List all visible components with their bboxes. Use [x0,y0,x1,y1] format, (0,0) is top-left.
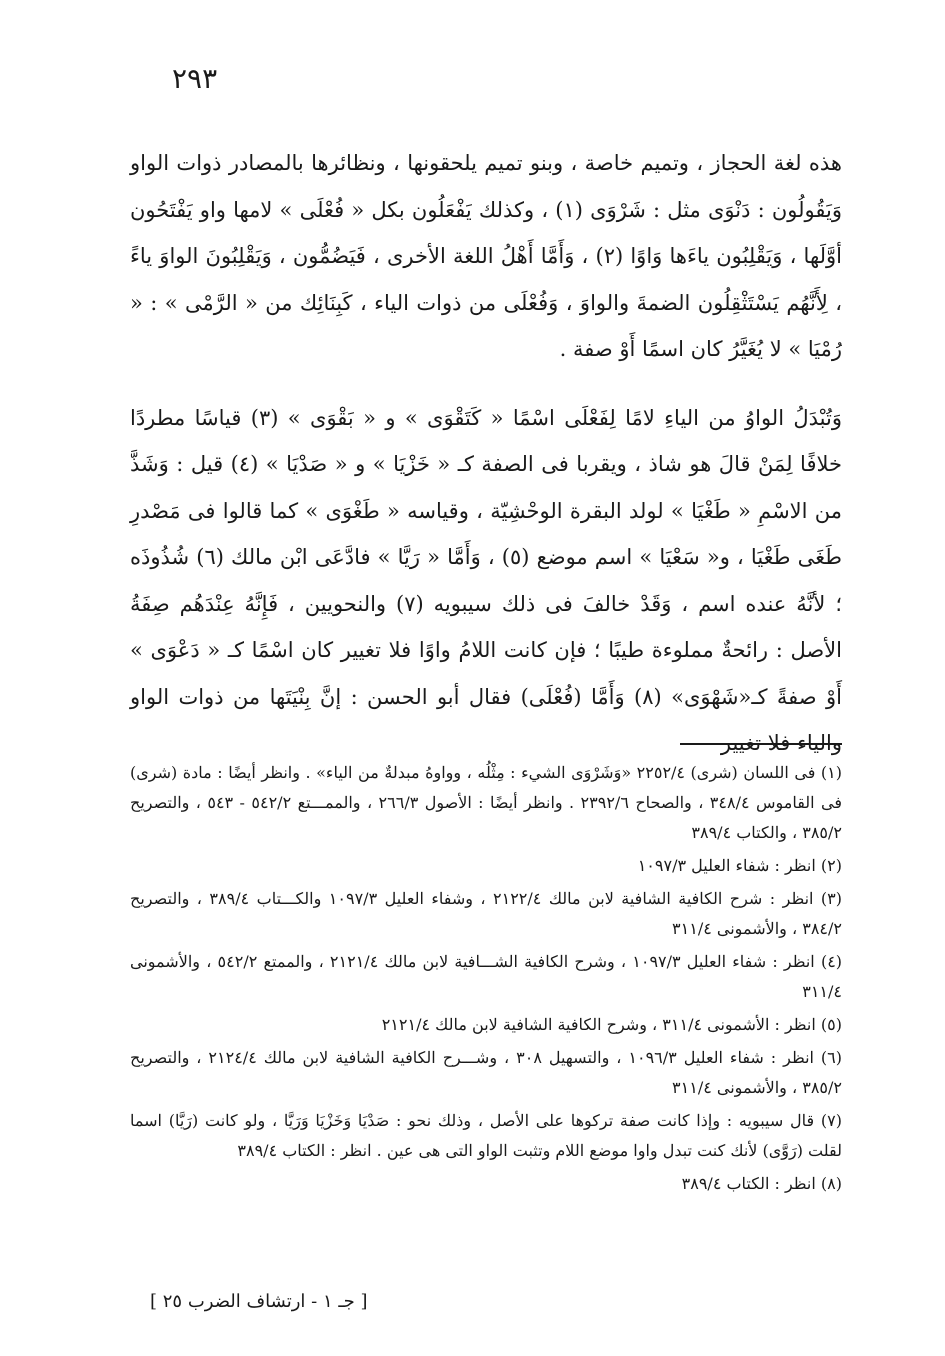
footnote-3: (٣) انظر : شرح الكافية الشافية لابن مالك ٢١٢٢/٤ ، وشفاء العليل ١٠٩٧/٣ والكـــتاب ٣٨٩/٤ ، والتصريح ٣٨٤/٢ ، والأشمونى ٣١١/٤ [130,889,842,938]
footnote-separator [680,743,842,745]
footnote-7: (٧) قال سيبويه : وإذا كانت صفة تركوها على الأصل ، وذلك نحو : صَدْيَا وَخَزْيَا وَرَيَّا ، ولو كانت (رَيَّا) اسما لقلت (رَوَّى) لأنك كنت تبدل واوا موضع اللام وتثبت الواو التى هى عين . انظر : الكتاب ٣٨٩/٤ [130,1111,842,1160]
paragraph: هذه لغة الحجاز ، وتميم خاصة ، وبنو تميم يلحقونها ، ونظائرها بالمصادر ذوات الواو وَيَقُولُون : دَنْوَى مثل : شَرْوَى (١) ، وكذلك يَفْعَلُون بكل « فُعْلَى » لامها واو يَفْتَحُون أوَّلَها ، وَيَقْلِبُون ياءَها وَاوًا (٢) ، وَأَمَّا أَهْلُ اللغة الأخرى ، فَيَضُمُّون ، وَيَقْلِبُونَ الواوَ ياءً ، لِأَنَّهُم يَسْتَثْقِلُون الضمةَ والواوَ ، وَفُعْلَى من ذوات الياء ، كَبِنَائِك من « الرَّمْى » : « رُمْيَا » لا يُغَيَّرُ كان اسمًا أَوْ صفة . [130,151,843,361]
footnote-8: (٨) انظر : الكتاب ٣٨٩/٤ [681,1174,842,1193]
footer-signature: [ جـ ١ - ارتشاف الضرب ٢٥ ] [150,1291,368,1312]
footnote-5: (٥) انظر : الأشمونى ٣١١/٤ ، وشرح الكافية الشافية لابن مالك ٢١٢١/٤ [381,1015,842,1034]
footnote-1: (١) فى اللسان (شرى) ٢٢٥٢/٤ «وَشَرْوَى الشيء : مِثْلُه ، وواوهُ مبدلةٌ من الياء» . وانظر أيضًا : مادة (شرى) فى القاموس ٣٤٨/٤ ، والصحاح ٢٣٩٢/٦ . وانظر أيضًا : الأصول ٢٦٦/٣ ، والممـــتع ٥٤٢/٢ - ٥٤٣ ، والتصريح ٣٨٥/٢ ، والكتاب ٣٨٩/٤ [130,763,843,842]
footnotes [130,758,842,1202]
footnote-4: (٤) انظر : شفاء العليل ١٠٩٧/٣ ، وشرح الكافية الشـــافية لابن مالك ٢١٢١/٤ ، والممتع ٥٤٢/٢ ، والأشمونى ٣١١/٤ [130,952,843,1001]
footnote-6: (٦) انظر : شفاء العليل ١٠٩٦/٣ ، والتسهيل ٣٠٨ ، وشـــرح الكافية الشافية لابن مالك ٢١٢٤/٤ ، والتصريح ٣٨٥/٢ ، والأشمونى ٣١١/٤ [130,1048,843,1097]
paragraph: وَتُبْدَلُ الواوُ من الياءِ لامًا لِفَعْلَى اسْمًا « كَتَقْوَى » و « بَقْوَى » (٣) قياسًا مطردًا خلافًا لِمَنْ قالَ هو شاذ ، ويقربا فى الصفة كـ « خَزْيَا » و « صَدْيَا » (٤) قيل : وَشَذَّ من الاسْمِ « طَغْيَا » لولد البقرة الوحْشِيّة ، وقياسه « طَغْوَى » كما قالوا فى مَصْدرِ طَغَى طَغْيَا ، و« سَعْيَا » اسم موضع (٥) ، وَأَمَّا « رَيَّا » فادَّعَى ابْن مالك (٦) شُذُوذَه ؛ لأنَّهُ عنده اسم ، وَقَدْ خالفَ فى ذلك سيبويه (٧) والنحويين ، فَإِنَّهُ عِنْدَهُم صِفَةُ الأصل : رائحةٌ مملوءة طيبًا ؛ فإن كانت اللامُ واوًا فلا تغيير كان اسْمًا كـ « دَعْوَى » أَوْ صفةً كـ«شَهْوَى» (٨) وَأَمَّا (فُعْلَى) فقال أبو الحسن : إنَّ بِنْيَتَها من ذوات الواو والياء فلا تغيير [130,405,843,755]
page-number: ٢٩٣ [172,62,218,95]
main-text [130,140,842,767]
footnote-2: (٢) انظر : شفاء العليل ١٠٩٧/٣ [637,856,842,875]
